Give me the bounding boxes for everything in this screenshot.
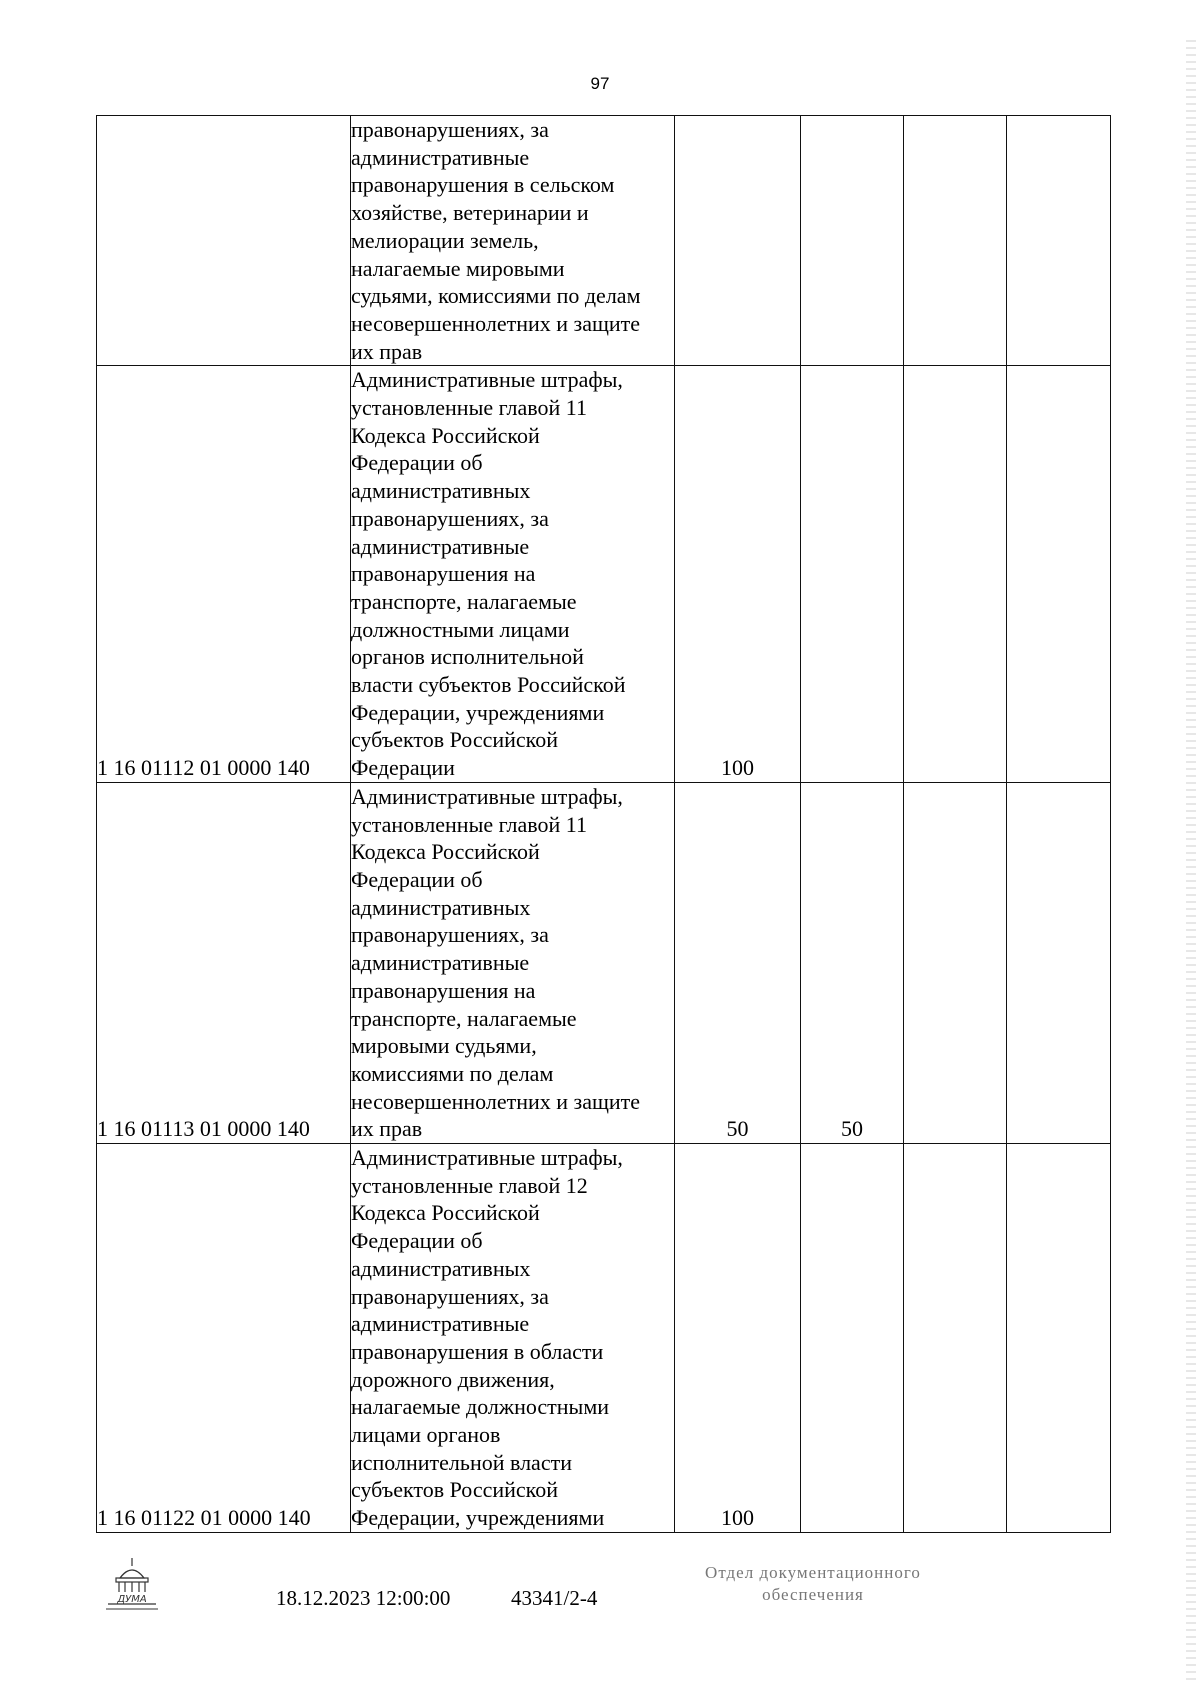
description-line: Федерации, учреждениями	[351, 1505, 605, 1531]
description-line: административных	[351, 894, 531, 920]
percent-value-cell-2	[801, 1144, 904, 1533]
registration-number: 43341/2-4	[511, 1586, 598, 1610]
description-line: Кодекса Российской	[351, 1200, 540, 1226]
description-line: правонарушениях, за	[351, 922, 549, 948]
table-row	[97, 116, 1111, 366]
description-line: налагаемые мировыми	[351, 255, 565, 281]
percent-value-cell-1: 100	[675, 366, 801, 783]
description-line: правонарушения на	[351, 561, 536, 587]
description-line: административных	[351, 478, 531, 504]
revenue-description-cell	[351, 116, 675, 366]
description-line: субъектов Российской	[351, 727, 559, 753]
empty-cell	[1007, 366, 1111, 783]
description-line: хозяйстве, ветеринарии и	[351, 200, 589, 226]
description-line: транспорте, налагаемые	[351, 1005, 577, 1031]
description-line: транспорте, налагаемые	[351, 588, 577, 614]
description-line: комиссиями по делам	[351, 1060, 554, 1086]
description-line: власти субъектов Российской	[351, 672, 626, 698]
description-line: установленные главой 11	[351, 811, 587, 837]
description-line: исполнительной власти	[351, 1449, 572, 1475]
description-line: Федерации, учреждениями	[351, 699, 605, 725]
description-line: правонарушения в области	[351, 1338, 604, 1364]
revenue-description-cell	[351, 782, 675, 1143]
description-line: Административные штрафы,	[351, 783, 623, 809]
duma-logo	[102, 1556, 162, 1614]
empty-cell	[1007, 782, 1111, 1143]
description-line: Федерации	[351, 755, 455, 781]
document-date: 18.12.2023 12:00:00	[276, 1586, 451, 1610]
description-line: установленные главой 12	[351, 1172, 588, 1198]
scan-edge-artifact	[1186, 40, 1196, 1680]
empty-cell	[904, 782, 1007, 1143]
revenue-code-cell: 1 16 01113 01 0000 140	[97, 782, 351, 1143]
description-line: административные	[351, 950, 530, 976]
department-stamp	[648, 1562, 978, 1606]
description-line: административные	[351, 533, 530, 559]
description-line: правонарушениях, за	[351, 505, 549, 531]
description-line: их прав	[351, 1116, 423, 1142]
revenue-code-cell: 1 16 01112 01 0000 140	[97, 366, 351, 783]
revenue-description-cell	[351, 1144, 675, 1533]
description-line: мелиорации земель,	[351, 227, 539, 253]
description-line: административные	[351, 144, 530, 170]
table-row	[97, 782, 1111, 1143]
empty-cell	[1007, 116, 1111, 366]
percent-value-cell-1: 50	[675, 782, 801, 1143]
revenue-code-cell	[97, 116, 351, 366]
percent-value-cell-1: 100	[675, 1144, 801, 1533]
description-line: налагаемые должностными	[351, 1394, 610, 1420]
budget-table	[96, 115, 1111, 1533]
empty-cell	[904, 366, 1007, 783]
stamp-line: обеспечения	[762, 1585, 864, 1604]
description-line: Кодекса Российской	[351, 839, 540, 865]
description-line: установленные главой 11	[351, 395, 587, 421]
revenue-code-cell: 1 16 01122 01 0000 140	[97, 1144, 351, 1533]
description-line: административные	[351, 1311, 530, 1337]
description-line: административных	[351, 1255, 531, 1281]
description-line: Федерации об	[351, 450, 483, 476]
description-line: Федерации об	[351, 866, 483, 892]
logo-text: ДУМА	[117, 1594, 147, 1605]
description-line: Федерации об	[351, 1228, 483, 1254]
description-line: Кодекса Российской	[351, 422, 540, 448]
description-line: несовершеннолетних и защите	[351, 1088, 641, 1114]
description-line: правонарушениях, за	[351, 117, 549, 142]
description-line: их прав	[351, 338, 423, 364]
percent-value-cell-1	[675, 116, 801, 366]
description-line: должностными лицами	[351, 616, 570, 642]
description-line: правонарушения в сельском	[351, 172, 615, 198]
empty-cell	[904, 116, 1007, 366]
description-line: дорожного движения,	[351, 1366, 555, 1392]
description-line: органов исполнительной	[351, 644, 584, 670]
table-row	[97, 366, 1111, 783]
description-line: мировыми судьями,	[351, 1033, 537, 1059]
description-line: лицами органов	[351, 1422, 501, 1448]
percent-value-cell-2	[801, 366, 904, 783]
description-line: правонарушения на	[351, 977, 536, 1003]
description-line: Административные штрафы,	[351, 1145, 623, 1171]
table-row	[97, 1144, 1111, 1533]
table-body	[97, 116, 1111, 1533]
description-line: субъектов Российской	[351, 1477, 559, 1503]
empty-cell	[1007, 1144, 1111, 1533]
description-line: Административные штрафы,	[351, 367, 623, 393]
description-line: правонарушениях, за	[351, 1283, 549, 1309]
empty-cell	[904, 1144, 1007, 1533]
percent-value-cell-2: 50	[801, 782, 904, 1143]
percent-value-cell-2	[801, 116, 904, 366]
description-line: несовершеннолетних и защите	[351, 310, 641, 336]
description-line: судьями, комиссиями по делам	[351, 283, 641, 309]
revenue-description-cell	[351, 366, 675, 783]
page-number: 97	[590, 74, 610, 93]
stamp-line: Отдел документационного	[705, 1563, 921, 1582]
